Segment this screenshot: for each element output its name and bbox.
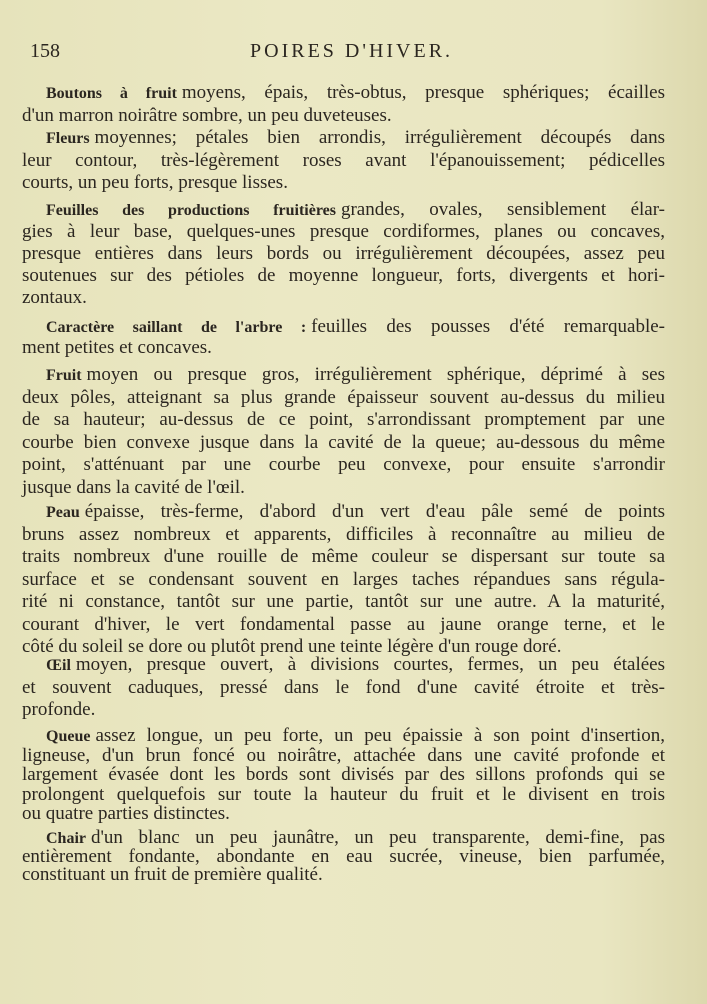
line-text: rité ni constance, tantôt sur une partie, tantôt sur une autre. A la maturité, xyxy=(22,591,665,612)
text-line xyxy=(22,804,665,824)
line-text: point, s'atténuant par une courbe peu convexe, pour ensuite s'arrondir xyxy=(22,454,665,476)
text-line xyxy=(22,477,665,500)
text-line xyxy=(22,432,665,455)
text-line xyxy=(22,765,665,785)
line-text: surface et se condensant souvent en larges taches répandues sans régula- xyxy=(22,568,665,590)
line-text: d'un marron noirâtre sombre, un peu duveteuses. xyxy=(22,105,392,126)
page-number: 158 xyxy=(30,40,60,62)
text-line xyxy=(22,546,665,569)
paragraph-heading: Peau xyxy=(46,504,80,521)
paragraph-heading: Boutons à fruit xyxy=(46,85,177,102)
line-text: bruns assez nombreux et apparents, difficiles à reconnaître au milieu de xyxy=(22,523,665,545)
text-line xyxy=(22,287,665,309)
paragraph xyxy=(22,726,665,824)
paragraph-heading: Chair xyxy=(46,830,86,847)
paragraph xyxy=(22,316,665,358)
line-text: ment petites et concaves. xyxy=(22,337,212,358)
line-text: largement évasée dont les bords sont divisés par des sillons profonds qui se xyxy=(22,764,665,786)
text-line xyxy=(22,524,665,547)
text-line xyxy=(22,337,665,358)
text-line xyxy=(22,614,665,637)
text-line xyxy=(22,569,665,592)
text-line xyxy=(22,387,665,410)
paragraph xyxy=(22,81,665,127)
line-text: zontaux. xyxy=(22,287,87,308)
text-line xyxy=(22,265,665,287)
paragraph-heading: Œil xyxy=(46,657,71,674)
text-line xyxy=(22,199,665,221)
line-text: presque entières dans leurs bords ou irrégulièrement découpées, assez peu xyxy=(22,243,665,264)
text-line xyxy=(22,785,665,805)
line-text: profonde. xyxy=(22,699,96,720)
line-text: courbe bien convexe jusque dans la cavité de la queue; au-dessous du même xyxy=(22,431,665,453)
paragraph-heading: Fruit xyxy=(46,367,82,384)
text-line xyxy=(22,409,665,432)
line-text: constituant un fruit de première qualité. xyxy=(22,864,323,886)
text-line xyxy=(22,677,665,700)
paragraph xyxy=(22,199,665,309)
line-text: de sa hauteur; au-dessus de ce point, s'arrondissant promptement par une xyxy=(22,409,665,431)
text-line xyxy=(22,364,665,387)
line-text: moyen, presque ouvert, à divisions courtes, fermes, un peu étalées xyxy=(75,654,665,675)
line-text: soutenues sur des pétioles de moyenne longueur, forts, divergents et hori- xyxy=(22,265,665,286)
line-text: côté du soleil se dore ou plutôt prend une teinte légère d'un rouge doré. xyxy=(22,636,562,657)
line-text: moyens, épais, très-obtus, presque sphériques; écailles xyxy=(181,82,666,103)
line-text: et souvent caduques, pressé dans le fond d'une cavité étroite et très- xyxy=(22,676,665,698)
text-line xyxy=(22,221,665,243)
line-text: jusque dans la cavité de l'œil. xyxy=(22,476,245,498)
text-line xyxy=(22,591,665,614)
text-line xyxy=(22,866,665,885)
text-line xyxy=(22,127,665,150)
line-text: prolongent quelquefois sur toute la hauteur du fruit et le divisent en trois xyxy=(22,783,665,805)
paragraph xyxy=(22,501,665,659)
line-text: épaisse, très-ferme, d'abord d'un vert d'eau pâle semé de points xyxy=(84,501,665,522)
line-text: gies à leur base, quelques-unes presque cordiformes, planes ou concaves, xyxy=(22,221,665,242)
text-line xyxy=(22,243,665,265)
line-text: ou quatre parties distinctes. xyxy=(22,803,230,825)
line-text: courant d'hiver, le vert fondamental passe au jaune orange terne, et le xyxy=(22,613,665,635)
text-line xyxy=(22,726,665,746)
paragraph xyxy=(22,364,665,500)
line-text: entièrement fondante, abondante en eau sucrée, vineuse, bien parfumée, xyxy=(22,845,665,867)
paragraph xyxy=(22,829,665,885)
text-line xyxy=(22,104,665,127)
text-line xyxy=(22,316,665,337)
line-text: grandes, ovales, sensiblement élar- xyxy=(340,199,665,220)
paragraph xyxy=(22,654,665,722)
line-text: moyen ou presque gros, irrégulièrement sphérique, déprimé à ses xyxy=(86,364,665,385)
paragraph xyxy=(22,127,665,195)
paragraph-heading: Queue xyxy=(46,728,91,745)
paragraph-heading: Fleurs xyxy=(46,130,90,147)
line-text: courts, un peu forts, presque lisses. xyxy=(22,172,288,193)
text-line xyxy=(22,172,665,195)
text-line xyxy=(22,699,665,722)
paragraph-heading: Caractère saillant de l'arbre : xyxy=(46,319,307,336)
line-text: leur contour, très-légèrement roses avant l'épanouissement; pédicelles xyxy=(22,149,665,171)
paragraph-heading: Feuilles des productions fruitières xyxy=(46,202,336,219)
line-text: moyennes; pétales bien arrondis, irrégulièrement découpés dans xyxy=(94,127,665,148)
text-line xyxy=(22,501,665,524)
text-line xyxy=(22,454,665,477)
line-text: feuilles des pousses d'été remarquable- xyxy=(311,316,665,337)
line-text: ligneuse, d'un brun foncé ou noirâtre, attachée dans une cavité profonde et xyxy=(22,744,665,766)
line-text: deux pôles, atteignant sa plus grande épaisseur souvent au-dessus du milieu xyxy=(22,386,665,408)
text-line xyxy=(22,746,665,766)
line-text: assez longue, un peu forte, un peu épaissie à son point d'insertion, xyxy=(95,725,665,746)
text-line xyxy=(22,150,665,173)
line-text: traits nombreux d'une rouille de même couleur se dispersant sur toute sa xyxy=(22,546,665,567)
running-title: POIRES D'HIVER. xyxy=(250,40,454,62)
line-text: d'un blanc un peu jaunâtre, un peu transparente, demi-fine, pas xyxy=(91,827,665,848)
text-line xyxy=(22,81,665,104)
text-line xyxy=(22,654,665,677)
